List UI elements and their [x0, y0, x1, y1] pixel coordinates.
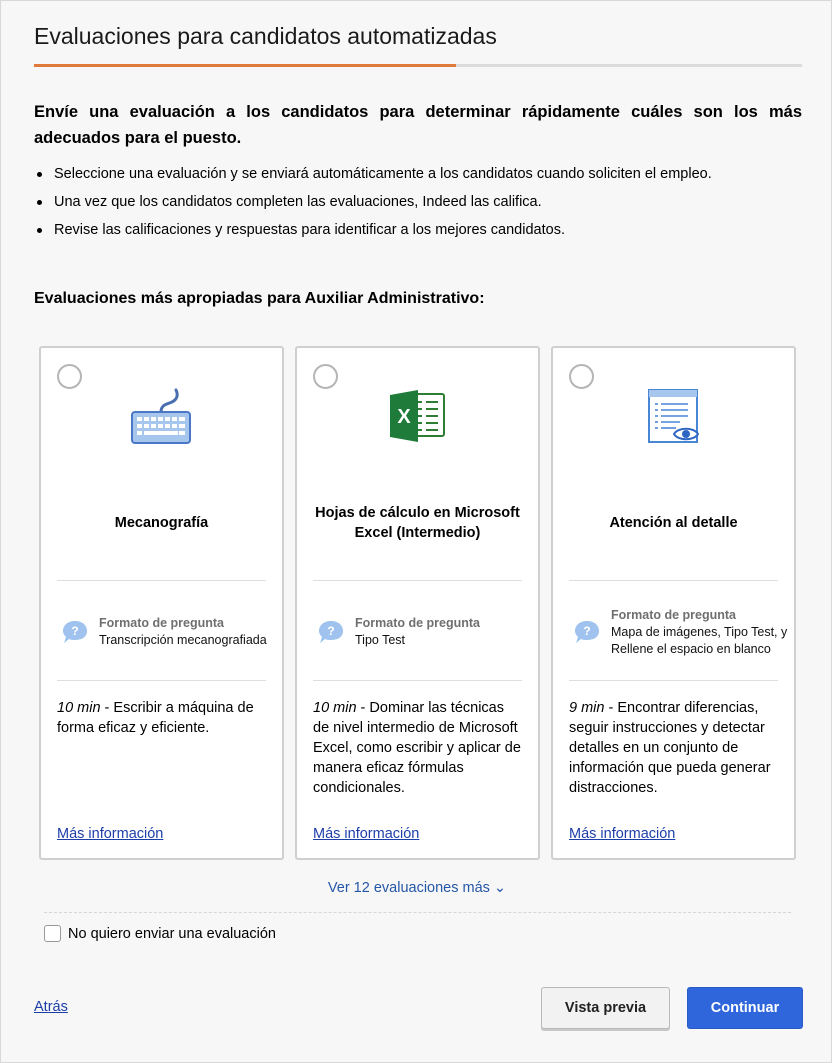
description-text: - Dominar las técnicas de nivel intermedio de Microsoft Excel, como escribir y aplicar de manera eficaz fórmulas condicionales.	[313, 700, 521, 796]
duration: 10 min	[313, 700, 357, 716]
svg-text:?: ?	[71, 624, 79, 638]
card-divider	[313, 680, 522, 681]
description-text: - Escribir a máquina de forma eficaz y eficiente.	[57, 700, 254, 736]
assessment-card-excel[interactable]	[295, 346, 540, 860]
select-radio[interactable]	[57, 364, 82, 389]
bullet-item: Una vez que los candidatos completen las evaluaciones, Indeed las califica.	[34, 192, 802, 212]
card-divider	[57, 680, 266, 681]
progress-bar-fill	[34, 64, 456, 67]
question-format	[61, 586, 276, 678]
card-divider	[569, 580, 778, 581]
select-radio[interactable]	[569, 364, 594, 389]
more-info-link[interactable]: Más información	[313, 826, 420, 842]
see-more-assessments-link[interactable]: Ver 12 evaluaciones más ⌄	[327, 880, 507, 896]
svg-text:X: X	[397, 406, 411, 428]
card-divider	[57, 580, 266, 581]
select-radio[interactable]	[313, 364, 338, 389]
intro-lead: Envíe una evaluación a los candidatos para determinar rápidamente cuáles son los más adecuados para el puesto.	[34, 103, 802, 147]
opt-out-checkbox[interactable]	[44, 925, 61, 942]
format-label: Formato de pregunta	[99, 616, 225, 630]
assessment-card-typing[interactable]	[39, 346, 284, 860]
format-value: Mapa de imágenes, Tipo Test, y Rellene el espacio en blanco	[611, 624, 788, 656]
more-info-link[interactable]: Más información	[569, 826, 676, 842]
card-description	[313, 698, 524, 798]
excel-icon	[384, 386, 450, 448]
card-title: Mecanografía	[114, 515, 209, 531]
opt-out-row[interactable]	[44, 925, 276, 942]
format-label: Formato de pregunta	[355, 616, 481, 630]
card-title: Hojas de cálculo en Microsoft Excel (Intermedio)	[315, 505, 520, 541]
card-title: Atención al detalle	[609, 515, 738, 531]
question-format	[573, 586, 788, 678]
preview-button[interactable]: Vista previa	[541, 987, 670, 1029]
question-bubble-icon	[61, 619, 89, 645]
assessment-card-detail[interactable]	[551, 346, 796, 860]
intro-bullets	[34, 164, 802, 248]
card-divider	[313, 580, 522, 581]
card-divider	[569, 680, 778, 681]
card-description	[57, 698, 268, 738]
duration: 9 min	[569, 700, 605, 716]
description-text: - Encontrar diferencias, seguir instrucciones y detectar detalles en un conjunto de información que pueda generar distracciones.	[569, 700, 771, 796]
question-bubble-icon	[573, 619, 601, 645]
bullet-item: Revise las calificaciones y respuestas para identificar a los mejores candidatos.	[34, 220, 802, 240]
duration: 10 min	[57, 700, 101, 716]
card-description	[569, 698, 780, 798]
format-label: Formato de pregunta	[611, 607, 737, 622]
back-link[interactable]: Atrás	[34, 999, 68, 1015]
question-bubble-icon	[317, 619, 345, 645]
svg-text:?: ?	[327, 624, 335, 638]
svg-text:?: ?	[583, 624, 591, 638]
format-value: Tipo Test	[355, 633, 406, 647]
progress-bar	[34, 64, 802, 67]
document-eye-icon	[640, 386, 706, 448]
continue-button[interactable]: Continuar	[687, 987, 803, 1029]
question-format	[317, 586, 532, 678]
dashed-divider	[44, 912, 791, 913]
more-info-link[interactable]: Más información	[57, 826, 164, 842]
bullet-item: Seleccione una evaluación y se enviará automáticamente a los candidatos cuando soliciten el empleo.	[34, 164, 802, 184]
section-title: Evaluaciones más apropiadas para Auxiliar Administrativo:	[34, 290, 485, 307]
page-title: Evaluaciones para candidatos automatizadas	[34, 23, 497, 49]
keyboard-icon	[128, 386, 194, 448]
opt-out-label[interactable]: No quiero enviar una evaluación	[68, 925, 276, 942]
format-value: Transcripción mecanografiada	[99, 633, 267, 647]
